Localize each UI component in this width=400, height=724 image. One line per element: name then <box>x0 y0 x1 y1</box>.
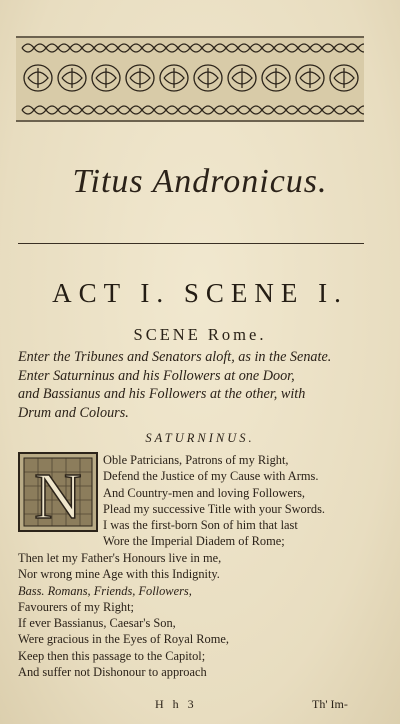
stage-direction-line: and Bassianus and his Followers at the other, with <box>18 386 306 402</box>
speaker-name: SATURNINUS. <box>145 431 255 445</box>
decorative-headpiece <box>16 36 364 122</box>
speech-line: Were gracious in the Eyes of Royal Rome, <box>18 632 229 647</box>
speech-line: Keep then this passage to the Capitol; <box>18 648 206 663</box>
speech-line: Defend the Justice of my Cause with Arms. <box>103 469 319 484</box>
speech-continued <box>18 550 378 680</box>
horizontal-rule <box>18 243 364 244</box>
stage-direction-line: Drum and Colours. <box>18 404 129 421</box>
speech-line: Bass. Romans, Friends, Followers, <box>18 583 192 598</box>
act-heading: ACT I. SCENE I. <box>52 278 348 308</box>
speech-line: Wore the Imperial Diadem of Rome; <box>103 534 285 549</box>
drop-cap-letter: N <box>34 460 82 532</box>
speech-line: And suffer not Dishonour to approach <box>18 665 207 680</box>
catchword: Th' Im- <box>312 697 348 711</box>
drop-cap-initial <box>18 452 98 532</box>
speech-line: Plead my successive Title with your Swords. <box>103 501 325 516</box>
speech-line: Favourers of my Right; <box>18 599 134 614</box>
stage-direction-line: Enter Saturninus and his Followers at one Door, <box>18 367 295 384</box>
stage-direction <box>18 348 370 422</box>
signature-mark: H h 3 <box>155 697 197 711</box>
stage-direction-line: Enter the Tribunes and Senators aloft, as in the Senate. <box>18 349 332 365</box>
speech-line: And Country-men and loving Followers, <box>103 485 306 500</box>
scene-heading: SCENE Rome. <box>133 325 267 344</box>
speech-block <box>103 452 373 550</box>
speech-line: I was the first-born Son of him that last <box>103 518 298 533</box>
speech-line: Oble Patricians, Patrons of my Right, <box>103 453 289 467</box>
speech-line: If ever Bassianus, Caesar's Son, <box>18 616 176 631</box>
speech-line: Nor wrong mine Age with this Indignity. <box>18 567 220 582</box>
play-title: Titus Andronicus. <box>72 163 328 200</box>
speech-line: Then let my Father's Honours live in me, <box>18 551 222 565</box>
